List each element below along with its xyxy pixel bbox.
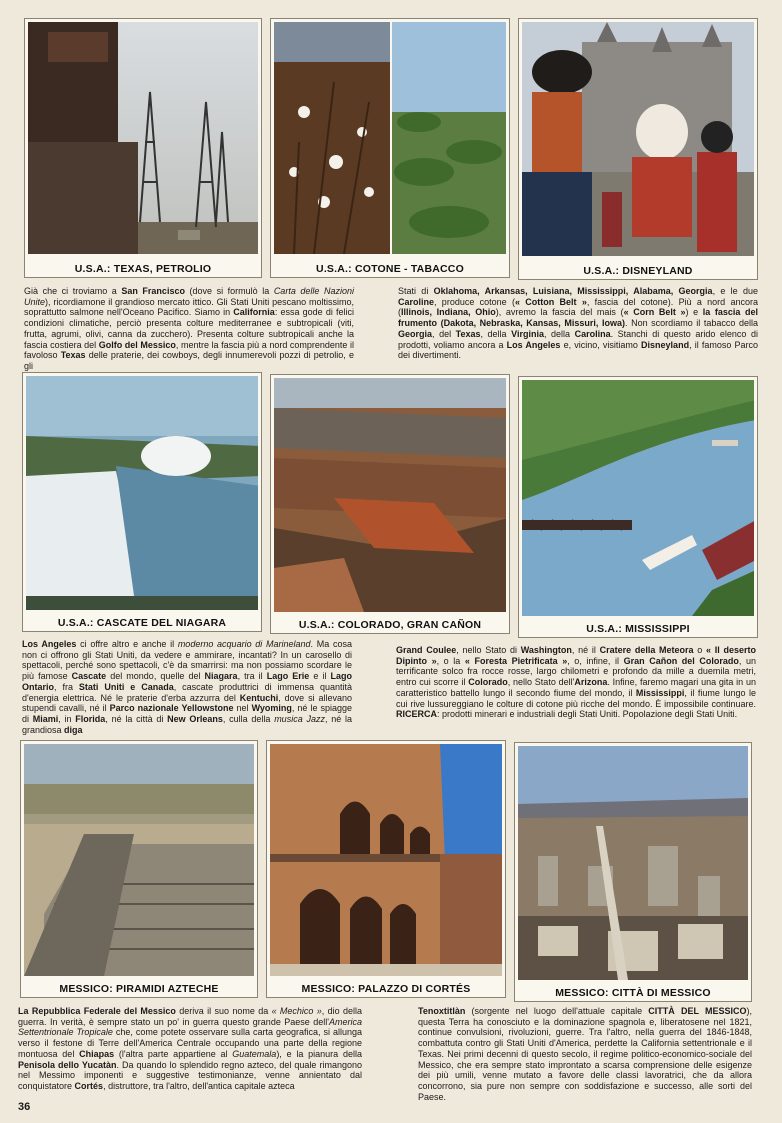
text-run: : prodotti minerari e industriali degli Stati Uniti. Popolazione degli Stati Uniti.: [437, 709, 738, 720]
text-run: Cortés: [74, 1080, 104, 1091]
text-run: Caroline: [398, 296, 435, 307]
card-niagara: [22, 372, 262, 632]
text-run: , o, infine, il: [567, 655, 624, 666]
text-run: , della: [480, 328, 512, 339]
text-run: nel: [233, 703, 252, 714]
text-run: , e le due: [712, 286, 758, 296]
text-run: , né il: [571, 645, 600, 655]
text-run: del mondo, quelle del: [106, 671, 205, 682]
page-number: 36: [18, 1101, 31, 1113]
text1-left: [24, 286, 354, 372]
text-run: e il: [309, 671, 331, 682]
text-run: moderno acquario di Marineland: [177, 639, 311, 649]
text-run: la fascia del frumento (Dakota, Nebraska, Kansas, Missuri, Iowa): [398, 307, 758, 329]
text-run: Texas: [60, 350, 86, 361]
text-run: Virginia: [511, 328, 544, 339]
text-run: Mississippi: [635, 687, 685, 698]
caption-piramidi: MESSICO: PIRAMIDI AZTECHE: [59, 983, 219, 995]
text-run: Washington: [520, 645, 572, 655]
card-mississippi: [518, 376, 758, 638]
text-run: , fascia del cotone). Più a nord ancora (: [398, 296, 758, 318]
text-run: CITTÀ DEL MESSICO: [648, 1006, 747, 1016]
text-run: Los Angeles: [22, 639, 77, 649]
text-run: , distruttore, tra l'altro, dell'antica capitale azteca: [103, 1080, 295, 1091]
text-run: ), ricordiamone il grandioso mercato ittico. Gli Stati Uniti pescano moltissimo, soprattutto salmone nell'Oceano Pacifico. Siamo in: [24, 296, 354, 318]
card-colorado: [270, 374, 510, 634]
text-run: Guatemala: [232, 1048, 277, 1059]
text-run: diga: [64, 724, 83, 735]
text-run: Wyoming: [251, 703, 292, 714]
text-run: delle praterie, dei cowboys, degli innumerevoli pozzi di petrolio, e gli: [24, 350, 354, 371]
text-run: ), questa Terra ha conosciuto e la dominazione spagnola e, liberatosene nel 1821, continue convulsioni, rivoluzioni, guerre. Tra l'altro, nella guerra del 1846-1848, combattuta contro gli Stati Uniti d'America, perdette la California settentrionale e il Texas. Nei primi decenni di questo secolo, il regime politico-economico-sociale del Messico, che era sempre stato improntato a scarsa comprensione delle esigenze dei più umili, venne mutato a favore delle classi lavoratrici, che da allora concorrono, sia pure non sempre con soddisfazione e successo, alle sorti del Paese.: [418, 1006, 753, 1102]
text-run: Niagara: [204, 671, 238, 682]
text-run: , nello Stato dell': [507, 677, 575, 688]
text-run: RICERCA: [396, 709, 438, 720]
text1-right: [398, 286, 758, 361]
text-run: Golfo del Messico: [98, 339, 176, 350]
text-run: , dove si allevano stupendi cavalli, né il: [22, 692, 352, 714]
text-run: ci offre altro e anche il: [76, 639, 178, 649]
text-run: « Corn Belt »: [623, 307, 686, 318]
caption-palazzo: MESSICO: PALAZZO DI CORTÉS: [301, 983, 471, 995]
caption-cotone: U.S.A.: COTONE - TABACCO: [316, 263, 464, 275]
text-run: « Il deserto Dipinto »: [396, 645, 757, 666]
text-run: Stati Uniti e Canada: [78, 681, 174, 692]
text-run: Georgia: [398, 328, 433, 339]
photo-texas-oil: [28, 22, 258, 254]
text-run: La Repubblica Federale del Messico: [18, 1006, 176, 1016]
text-run: , né la grandiosa: [22, 713, 352, 735]
text-run: , nello Stato di: [456, 645, 521, 655]
photo-niagara: [26, 376, 258, 610]
photo-disneyland: [522, 22, 754, 256]
caption-citta: MESSICO: CITTÀ DI MESSICO: [555, 987, 711, 999]
text-run: . Da quando lo splendido regno azteco, del quale rimangono nel Messimo imponenti e suggestive testimonianze, venne annientato dal conquistatore: [18, 1059, 362, 1091]
text-run: Gran Cañon del Colorado: [623, 655, 739, 666]
text-run: Illinois, Indiana, Ohio: [401, 307, 496, 318]
text-run: Colorado: [468, 677, 508, 688]
text-run: . Ma cosa non ci offrono gli Stati Uniti, da vedere e ammirare, incantati? In un carosello di spettacoli, perché sono spettacoli, c'è da smarrirsi: ma non possiamo scordare le più famose: [22, 639, 352, 682]
text-run: Miami: [32, 713, 59, 724]
text-run: , il fiume lungo le cui rive lussureggiano le colture di cotone più ricche del mondo. È impossibile continuare.: [396, 687, 756, 709]
photo-gran-canon: [274, 378, 506, 612]
text-run: California: [233, 307, 275, 318]
text-run: Disneyland: [641, 339, 690, 350]
text-run: « Foresta Pietrificata »: [464, 655, 568, 666]
text-run: Lago Ontario: [22, 671, 353, 692]
caption-niagara: U.S.A.: CASCATE DEL NIAGARA: [57, 617, 227, 629]
text-run: Stati di: [398, 286, 434, 296]
text-run: . Infine, faremo magari una gita in un caratteristico battello lungo il secondo fiume del mondo, il: [396, 677, 756, 698]
text-run: Cascate: [71, 671, 107, 682]
photo-citta-messico: [518, 746, 748, 980]
text-run: o: [693, 645, 707, 655]
text-run: , della: [543, 328, 575, 339]
text-run: Lago Erie: [266, 671, 310, 682]
text-run: (dove si formulò la: [184, 286, 274, 296]
text-run: , il famoso Parco dei divertimenti.: [398, 339, 759, 361]
card-cotone: [270, 18, 510, 278]
text-run: , mentre la fascia più a nord comprendente il favoloso: [24, 339, 354, 361]
card-texas: [24, 18, 262, 278]
caption-mississippi: U.S.A.: MISSISSIPPI: [586, 623, 690, 635]
text3-left: [18, 1006, 362, 1092]
text-run: Los Angeles: [506, 339, 561, 350]
photo-cotone-tabacco: [274, 22, 506, 254]
text-run: « Cotton Belt »: [514, 296, 587, 307]
text-run: , culla della: [222, 713, 275, 724]
text-run: e, vicino, visitiamo: [560, 339, 642, 350]
text-run: : essa gode di felici condizioni climatiche, perciò presenta colture mediterranee e subtropicali (viti, frutta, agrumi, olivi, canna da zucchero). Presenta colture subtropicali anche la fascia costiera del: [24, 307, 355, 350]
text-run: Penisola dello Yucatàn: [18, 1059, 117, 1070]
caption-disney: U.S.A.: DISNEYLAND: [583, 265, 693, 277]
photo-palazzo-cortes: [270, 744, 502, 976]
text-run: , né la città di: [105, 713, 168, 724]
card-palazzo: [266, 740, 506, 998]
photo-piramidi: [24, 744, 254, 976]
text-run: , in: [58, 713, 76, 724]
card-citta: [514, 742, 752, 1002]
text-run: (l'altra parte appartiene al: [114, 1048, 233, 1059]
text-run: Carta delle Nazioni Unite: [24, 286, 354, 307]
text-run: « Mechico »: [271, 1006, 322, 1016]
text-run: , o la: [436, 655, 465, 666]
text-run: deriva il suo nome da: [175, 1006, 272, 1016]
text-run: ), avremo la fascia del mais (: [495, 307, 624, 318]
text-run: che, come potete osservare sulla carta geografica, si allunga verso il festone di Terre dell'America Centrale occupando una parte della regione montuosa del: [18, 1027, 362, 1059]
text-run: . Non scordiamo il tabacco della: [625, 318, 758, 329]
text-run: , tra il: [237, 671, 267, 682]
text-run: Carolina: [574, 328, 611, 339]
text-run: New Orleans: [167, 713, 223, 724]
text-run: Texas: [455, 328, 481, 339]
card-disney: [518, 18, 758, 280]
text2-right: [396, 645, 756, 720]
text-run: Florida: [75, 713, 106, 724]
text-run: Tenoxtitlàn: [418, 1006, 466, 1016]
photo-mississippi: [522, 380, 754, 616]
text-run: ) e: [685, 307, 703, 318]
text-run: , produce cotone (: [434, 296, 515, 307]
text-run: , dio della guerra. In verità, è sempre stato un po' in guerra questo grande Paese dell': [18, 1006, 362, 1027]
text-run: , un terrificante solco fra rocce rosse, largo chilometri e profondo da mille a duemila metri, entro cui scorre il: [396, 655, 757, 688]
text-run: Già che ci troviamo a: [24, 286, 122, 296]
text-run: Chiapas: [79, 1048, 115, 1059]
text-run: Cratere della Meteora: [599, 645, 694, 655]
text-run: America Settentrionale Tropicale: [18, 1016, 362, 1038]
text-run: musica Jazz: [274, 713, 325, 724]
text-run: Oklahoma, Arkansas, Luisiana, Mississippi, Alabama, Georgia: [433, 286, 713, 296]
text2-left: [22, 639, 352, 735]
text-run: , cascate produttrici di immensa quantità d'energia elettrica. Né le praterie d'erba azzurra del: [22, 681, 352, 703]
text-run: Parco nazionale Yellowstone: [109, 703, 234, 714]
text-run: ), e la pianura della: [276, 1048, 362, 1059]
card-piramidi: [20, 740, 258, 998]
text-run: . Stanchi di questo arido elenco di prodotti, voliamo ancora a: [398, 328, 758, 350]
text-run: Arizona: [574, 677, 608, 688]
text-run: , né le spiagge di: [22, 703, 352, 724]
text-run: Grand Coulee: [396, 645, 457, 655]
text-run: Kentuchi: [239, 692, 279, 703]
text3-right: [418, 1006, 752, 1102]
caption-texas: U.S.A.: TEXAS, PETROLIO: [74, 263, 212, 275]
text-run: , del: [432, 328, 456, 339]
text-run: San Francisco: [121, 286, 185, 296]
text-run: (sorgente nel luogo dell'attuale capitale: [465, 1006, 649, 1016]
caption-colorado: U.S.A.: COLORADO, GRAN CAÑON: [298, 619, 482, 631]
text-run: , fra: [54, 681, 79, 692]
